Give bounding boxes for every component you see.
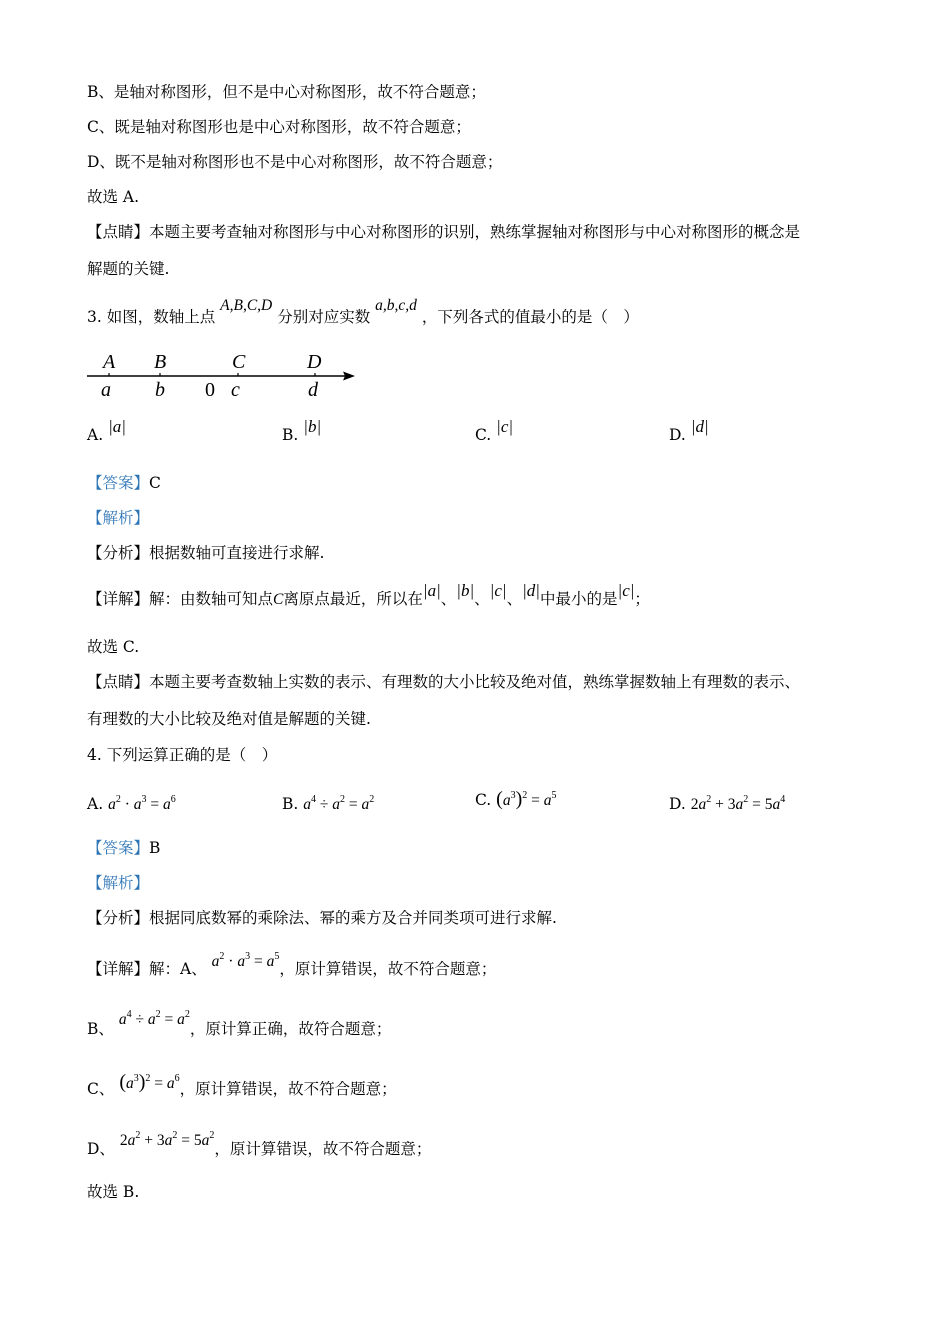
option-4A: A. $a^2 \cdot a^3 = a^6$ — [87, 794, 176, 813]
value-b-label: b — [155, 379, 165, 401]
choose-4: 故选 B. — [87, 1183, 140, 1201]
math-points: A,B,C,D — [220, 297, 273, 314]
answer-3: 【答案】C — [87, 474, 161, 492]
answer-4: 【答案】B — [87, 839, 161, 857]
point-D-label: D — [307, 351, 322, 373]
tag-answer: 【答案】 — [87, 474, 150, 492]
comment-3: 【点睛】本题主要考查数轴上实数的表示、有理数的大小比较及绝对值，熟练掌握数轴上有理数的表示、 — [87, 673, 801, 691]
point-C-label: C — [232, 351, 246, 373]
text-line: D、既不是轴对称图形也不是中心对称图形，故不符合题意； — [87, 153, 503, 171]
number-line — [85, 346, 365, 402]
detail-4-c: C、 $(a^3)^2 = a^6$，原计算错误，故不符合题意； — [87, 1071, 397, 1098]
text-line: 解题的关键. — [87, 260, 170, 278]
option-3A: A. |a| — [87, 417, 126, 444]
comment-3-cont: 有理数的大小比较及绝对值是解题的关键. — [87, 710, 371, 728]
value-d-label: d — [308, 379, 318, 401]
point-B-label: B — [154, 351, 167, 373]
question-4: 4. 下列运算正确的是（ ） — [87, 746, 278, 764]
detail-4-a: 【详解】解：A、 $a^2 \cdot a^3 = a^5$，原计算错误，故不符合题意； — [87, 951, 497, 978]
math-vars: a,b,c,d — [375, 297, 417, 314]
text-line: 【点睛】本题主要考查轴对称图形与中心对称图形的识别，熟练掌握轴对称图形与中心对称图形的概念是 — [87, 223, 801, 241]
tag-jiexi: 【解析】 — [87, 509, 150, 527]
text-line: C、既是轴对称图形也是中心对称图形，故不符合题意； — [87, 118, 471, 136]
text-line: B、是轴对称图形，但不是中心对称图形，故不符合题意； — [87, 83, 486, 101]
question-3: 3. 如图，数轴上点 A,B,C,D 分别对应实数 a,b,c,d ，下列各式的值最小的是（ ） — [87, 297, 639, 326]
choose-3: 故选 C. — [87, 638, 140, 656]
analysis-3: 【分析】根据数轴可直接进行求解. — [87, 544, 325, 562]
detail-4-b: B、 $a^4 \div a^2 = a^2$，原计算正确，故符合题意； — [87, 1009, 392, 1038]
option-4B: B. $a^4 \div a^2 = a^2$ — [282, 794, 375, 813]
option-3D: D. |d| — [669, 417, 709, 444]
point-A-label: A — [103, 351, 116, 373]
detail-3: 【详解】解：由数轴可知点C离原点最近，所以在|a|、|b|、|c|、|d|中最小的是|c|； — [87, 581, 650, 608]
origin-label: 0 — [205, 379, 215, 401]
text-line: 故选 A. — [87, 188, 140, 206]
option-3B: B. |b| — [282, 417, 322, 444]
tag-dianjing: 【点睛】 — [87, 223, 150, 241]
value-a-label: a — [101, 379, 111, 401]
option-4C: C. $(a^3)^2 = a^5$ — [475, 788, 557, 810]
detail-4-d: D、 $2a^2 + 3a^2 = 5a^2$，原计算错误，故不符合题意； — [87, 1130, 432, 1158]
option-3C: C. |c| — [475, 417, 514, 444]
value-c-label: c — [231, 379, 240, 401]
tag-jiexi: 【解析】 — [87, 874, 150, 892]
analysis-4: 【分析】根据同底数幂的乘除法、幂的乘方及合并同类项可进行求解. — [87, 909, 557, 927]
option-4D: D. $2a^2 + 3a^2 = 5a^4$ — [669, 794, 786, 813]
